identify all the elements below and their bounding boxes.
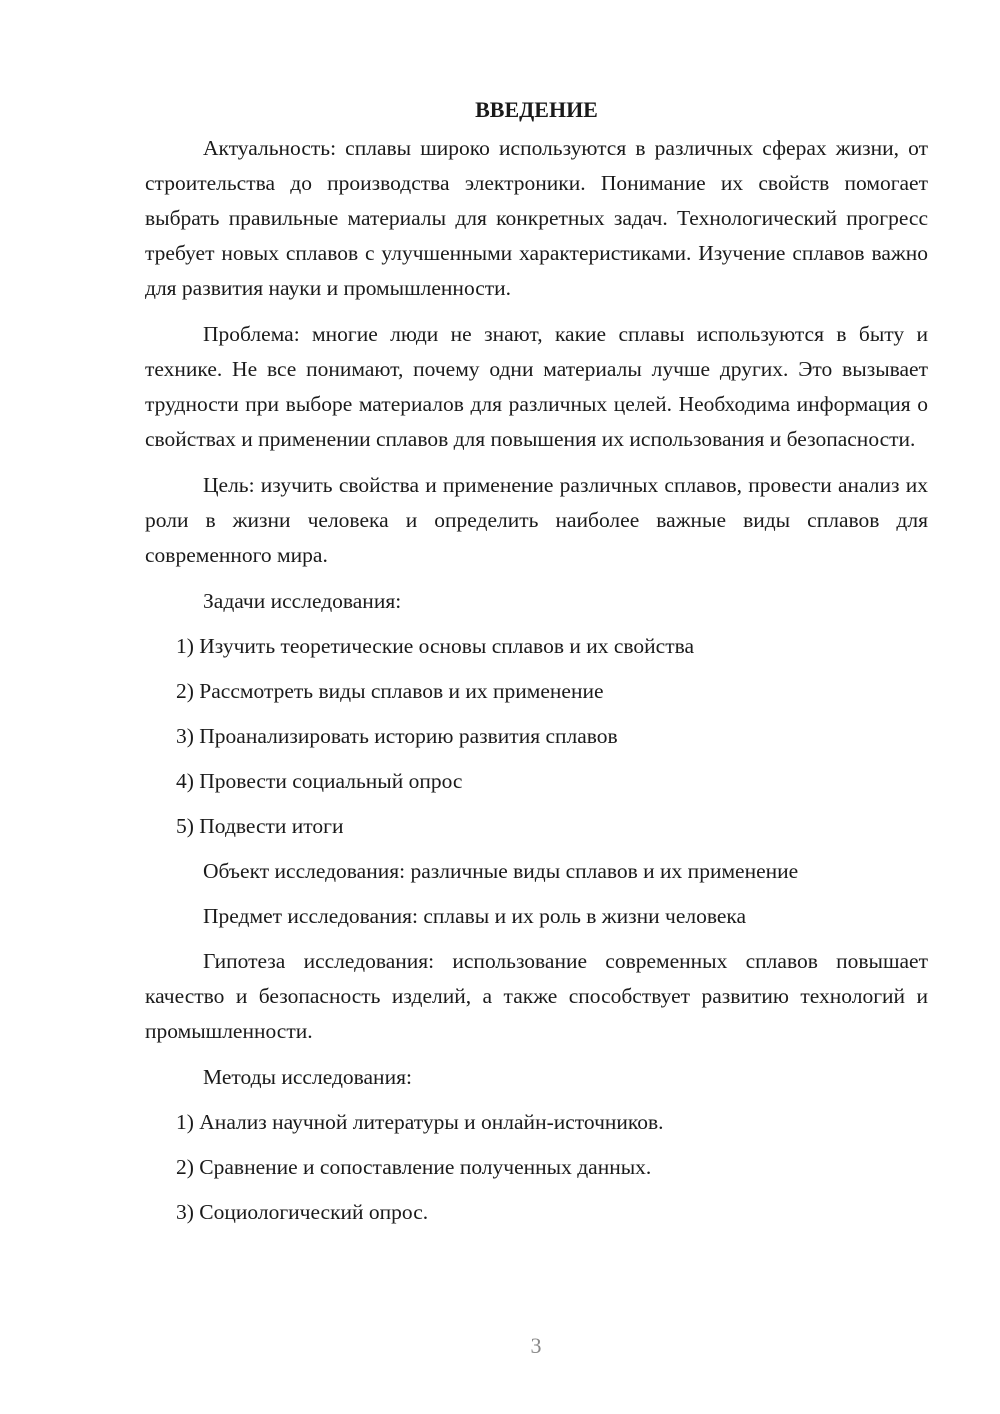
- method-item: 1) Анализ научной литературы и онлайн-источников.: [176, 1110, 664, 1134]
- method-item: 2) Сравнение и сопоставление полученных данных.: [176, 1155, 652, 1179]
- page-number: 3: [530, 1333, 542, 1358]
- methods-heading: Методы исследования:: [203, 1065, 412, 1089]
- task-item: 2) Рассмотреть виды сплавов и их применение: [176, 679, 604, 703]
- document-page: [145, 92, 928, 1240]
- task-item: 1) Изучить теоретические основы сплавов и их свойства: [176, 634, 695, 658]
- task-item: 3) Проанализировать историю развития сплавов: [176, 724, 618, 748]
- method-item: 3) Социологический опрос.: [176, 1200, 429, 1224]
- task-item: 5) Подвести итоги: [176, 814, 344, 838]
- goal-paragraph: Цель: изучить свойства и применение различных сплавов, провести анализ их роли в жизни человека и определить наиболее важные виды сплавов для современного мира.: [145, 473, 928, 567]
- methods-list: [145, 1105, 928, 1230]
- research-object: Объект исследования: различные виды сплавов и их применение: [203, 859, 799, 883]
- tasks-list: [145, 629, 928, 844]
- tasks-heading: Задачи исследования:: [203, 589, 402, 613]
- document-title: ВВЕДЕНИЕ: [475, 97, 598, 122]
- problem-paragraph: Проблема: многие люди не знают, какие сплавы используются в быту и технике. Не все понимают, почему одни материалы лучше других. Это вызывает трудности при выборе материалов для различных целей. Необходима информация о свойствах и применении сплавов для повышения их использования и безопасности.: [145, 322, 928, 451]
- task-item: 4) Провести социальный опрос: [176, 769, 463, 793]
- hypothesis-paragraph: Гипотеза исследования: использование современных сплавов повышает качество и безопасность изделий, а также способствует развитию технологий и промышленности.: [145, 949, 928, 1043]
- actuality-paragraph: Актуальность: сплавы широко используются в различных сферах жизни, от строительства до производства электроники. Понимание их свойств помогает выбрать правильные материалы для конкретных задач. Технологический прогресс требует новых сплавов с улучшенными характеристиками. Изучение сплавов важно для развития науки и промышленности.: [145, 136, 928, 300]
- research-subject: Предмет исследования: сплавы и их роль в жизни человека: [203, 904, 747, 928]
